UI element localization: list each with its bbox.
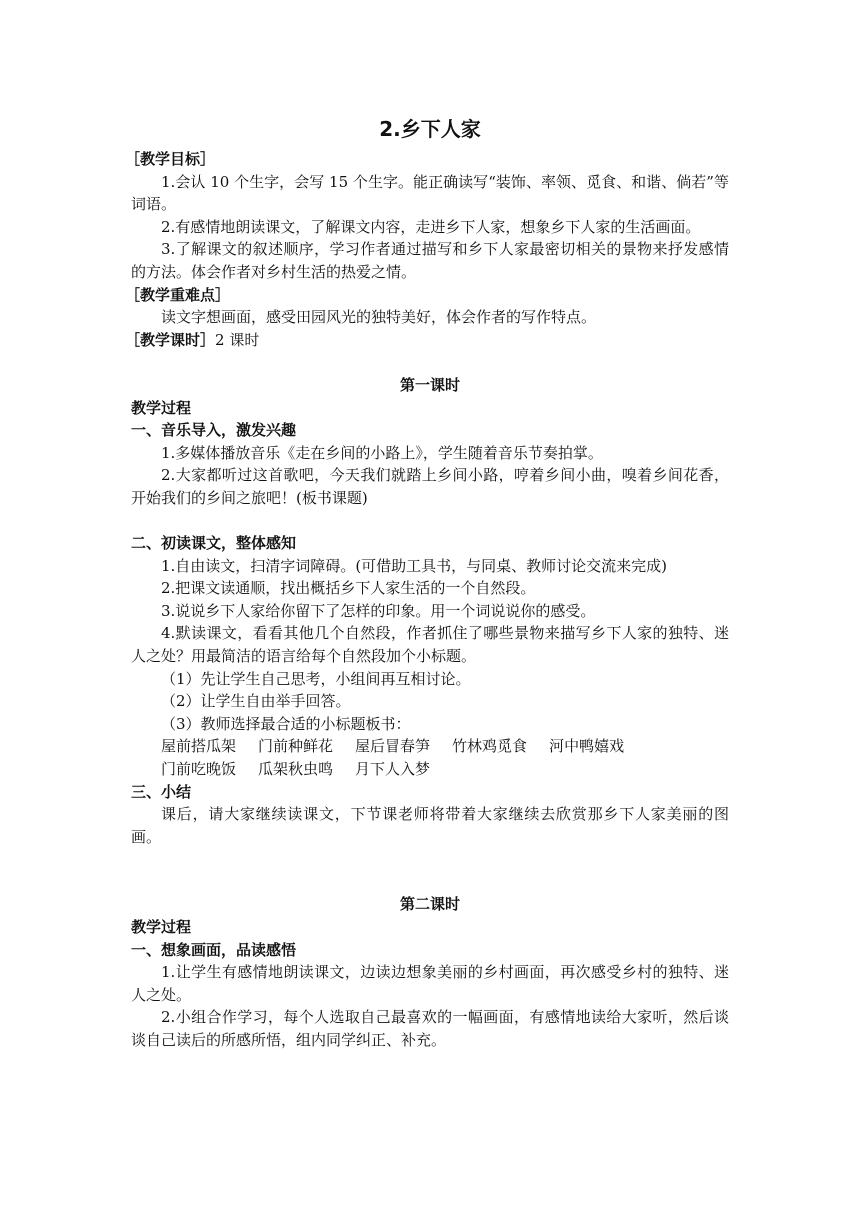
sub-item: （1）先让学生自己思考，小组间再互相讨论。	[161, 669, 471, 688]
teaching-hours-heading: ［教学课时］	[125, 330, 216, 349]
list-item: 2.把课文读通顺，找出概括乡下人家生活的一个自然段。	[161, 579, 536, 598]
subtitle-row	[131, 735, 729, 758]
lesson1-part3-heading: 三、小结	[131, 782, 192, 801]
lesson1-process: 教学过程	[131, 398, 192, 417]
lesson2-part1-heading: 一、想象画面，品读感悟	[131, 940, 297, 959]
lesson1-part2-heading: 二、初读课文，整体感知	[131, 534, 297, 553]
subtitle-item: 月下人入梦	[355, 760, 431, 779]
list-item: 3.说说乡下人家给你留下了怎样的印象。用一个词说说你的感受。	[161, 601, 596, 620]
list-item: 1.让学生有感情地朗读课文，边读边想象美丽的乡村画面，再次感受乡村的独特、迷人之处。	[131, 963, 729, 1004]
key-points-heading: ［教学重难点］	[125, 285, 231, 304]
teaching-hours-value: 2 课时	[215, 330, 260, 349]
subtitle-item: 屋前搭瓜架	[161, 737, 237, 756]
teaching-hours	[125, 329, 729, 352]
subtitle-item: 屋后冒春笋	[355, 737, 431, 756]
list-item: 2.大家都听过这首歌吧，今天我们就踏上乡间小路，哼着乡间小曲，嗅着乡间花香，开始我们的乡间之旅吧！(板书课题)	[131, 466, 729, 507]
teaching-goals-heading: ［教学目标］	[125, 150, 216, 168]
subtitle-item: 竹林鸡觅食	[452, 737, 528, 756]
lesson1-heading: 第一课时	[399, 375, 460, 394]
lesson1-part1-heading: 一、音乐导入，激发兴趣	[131, 421, 297, 440]
lesson2-process: 教学过程	[131, 918, 192, 936]
sub-item: （3）教师选择最合适的小标题板书：	[161, 714, 411, 733]
document-title: 2.乡下人家	[379, 117, 481, 141]
subtitle-item: 瓜架秋虫鸣	[258, 760, 334, 779]
goal-item: 1.会认 10 个生字，会写 15 个生字。能正确读写“装饰、率领、觅食、和谐、倘若”等词语。	[131, 172, 729, 214]
list-item: 1.多媒体播放音乐《走在乡间的小路上》，学生随着音乐节奏拍掌。	[161, 443, 603, 462]
list-item: 1.自由读文，扫清字词障碍。(可借助工具书，与同桌、教师讨论交流来完成)	[161, 556, 668, 575]
sub-item: （2）让学生自由举手回答。	[161, 692, 351, 711]
key-points-text: 读文字想画面，感受田园风光的独特美好，体会作者的写作特点。	[161, 308, 597, 327]
goal-item: 2.有感情地朗读课文，了解课文内容，走进乡下人家，想象乡下人家的生活画面。	[161, 217, 701, 236]
lesson2-heading: 第二课时	[399, 895, 460, 914]
subtitle-item: 河中鸭嬉戏	[549, 737, 625, 756]
list-item: 2.小组合作学习，每个人选取自己最喜欢的一幅画面，有感情地读给大家听，然后谈谈自己读后的所感所悟，组内同学纠正、补充。	[131, 1008, 729, 1049]
list-item: 4.默读课文，看看其他几个自然段，作者抓住了哪些景物来描写乡下人家的独特、迷人之处？用最简洁的语言给每个自然段加个小标题。	[131, 624, 729, 666]
subtitle-row	[131, 758, 729, 781]
summary-text: 课后，请大家继续读课文，下节课老师将带着大家继续去欣赏那乡下人家美丽的图画。	[131, 805, 729, 846]
document-page	[125, 112, 729, 1052]
goal-item: 3.了解课文的叙述顺序，学习作者通过描写和乡下人家最密切相关的景物来抒发感情的方法。体会作者对乡村生活的热爱之情。	[131, 240, 729, 281]
subtitle-item: 门前吃晚饭	[161, 760, 237, 779]
subtitle-item: 门前种鲜花	[258, 737, 334, 756]
